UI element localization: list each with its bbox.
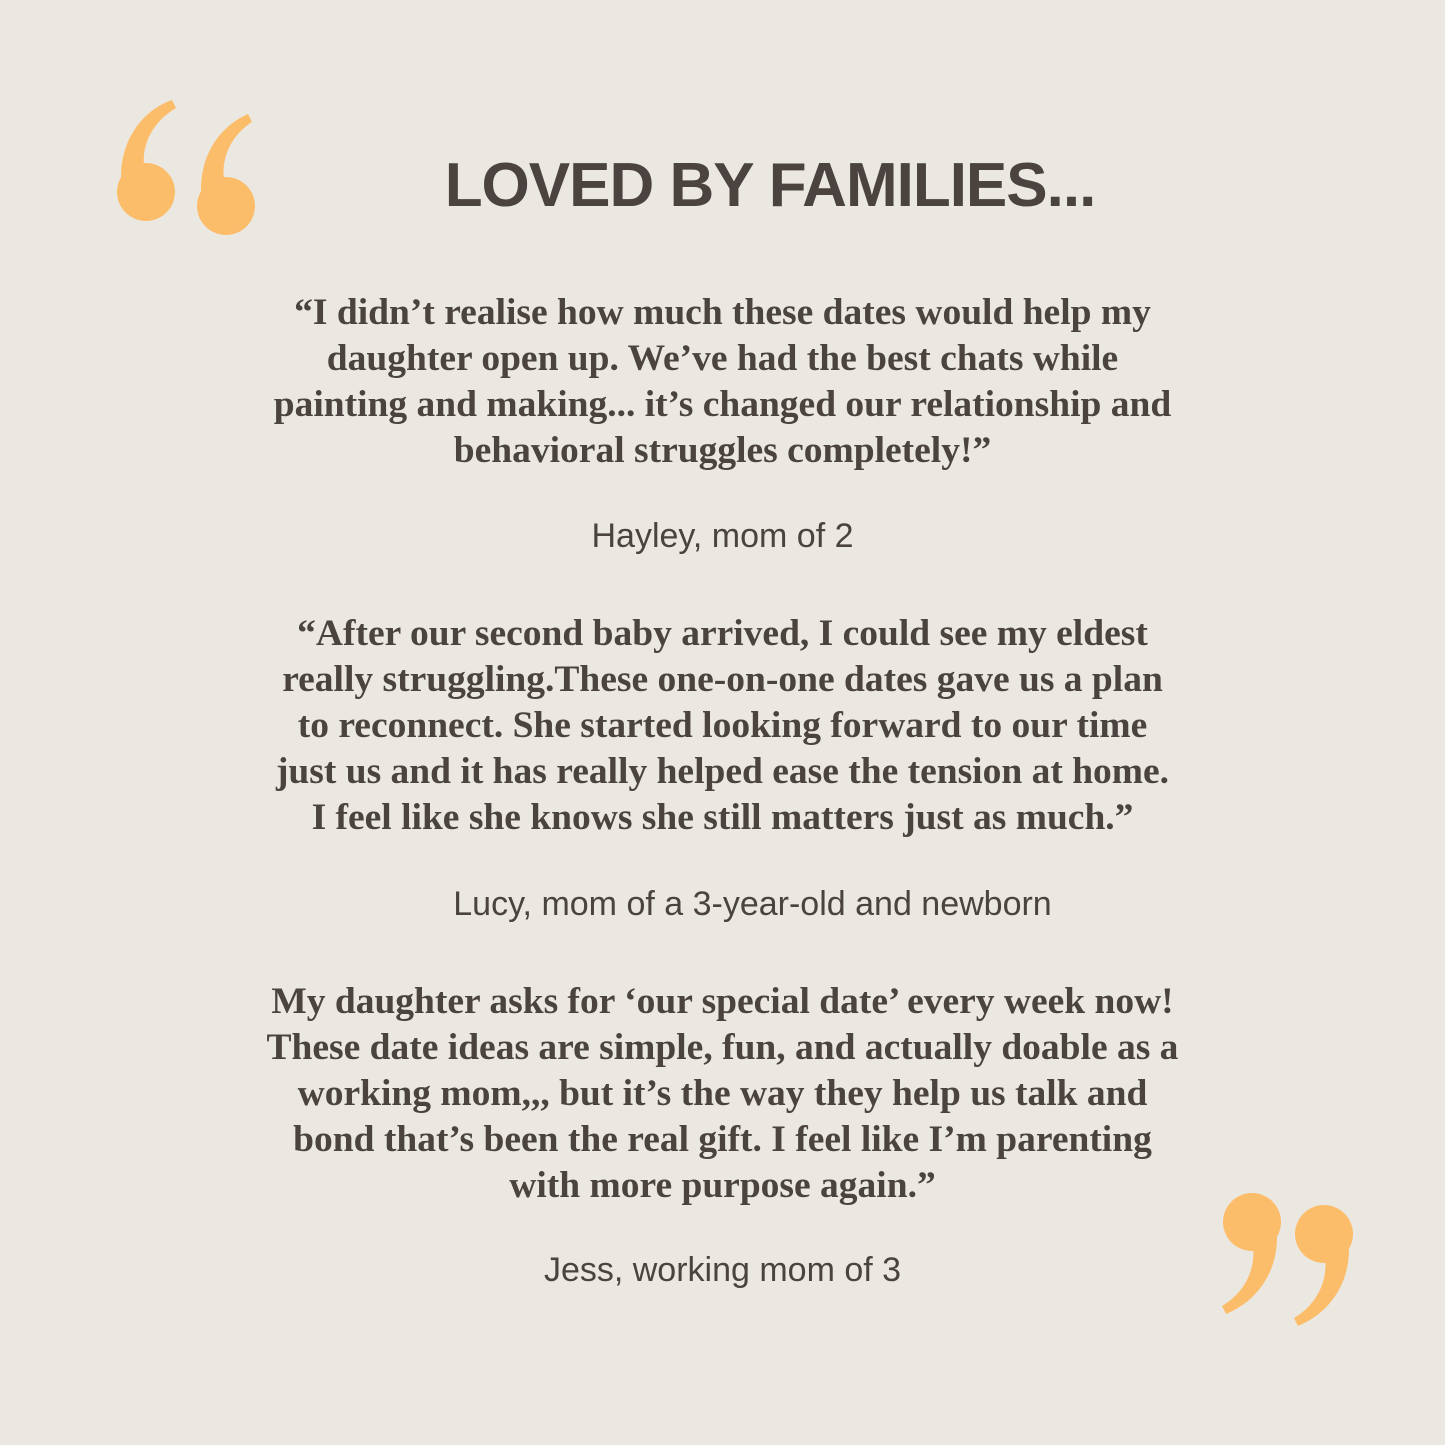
quote-line: with more purpose again.” [509,1165,936,1206]
testimonial-card [200,611,1245,924]
opening-quote-icon [108,98,264,244]
testimonial-author: Lucy, mom of a 3-year-old and newborn [453,885,1052,923]
testimonial-quote [200,611,1245,841]
quote-line: These date ideas are simple, fun, and actually doable as a [266,1027,1179,1068]
quote-line: I feel like she knows she still matters just as much.” [311,797,1134,838]
quote-line: behavioral struggles completely!” [453,430,992,471]
testimonial-quote [200,290,1245,474]
quote-line: daughter open up. We’ve had the best chats while [326,338,1119,379]
testimonial-card [200,290,1245,556]
quote-line: “I didn’t realise how much these dates would help my [294,292,1151,333]
quote-line: really struggling.These one-on-one dates gave us a plan [282,659,1163,700]
closing-quote-icon [1212,1188,1364,1330]
quote-line: to reconnect. She started looking forward to our time [297,705,1148,746]
testimonial-author: Jess, working mom of 3 [543,1251,902,1289]
quote-line: bond that’s been the real gift. I feel like I’m parenting [293,1119,1152,1160]
quote-line: painting and making... it’s changed our relationship and [273,384,1172,425]
quote-line: just us and it has really helped ease the tension at home. [275,751,1170,792]
quote-line: “After our second baby arrived, I could see my eldest [297,613,1148,654]
quote-line: working mom,,, but it’s the way they help us talk and [297,1073,1148,1114]
page-title: LOVED BY FAMILIES... [444,151,1096,220]
quote-line: My daughter asks for ‘our special date’ every week now! [271,981,1174,1022]
testimonial-card [200,979,1245,1290]
testimonial-quote [200,979,1245,1209]
testimonial-author: Hayley, mom of 2 [591,517,854,555]
